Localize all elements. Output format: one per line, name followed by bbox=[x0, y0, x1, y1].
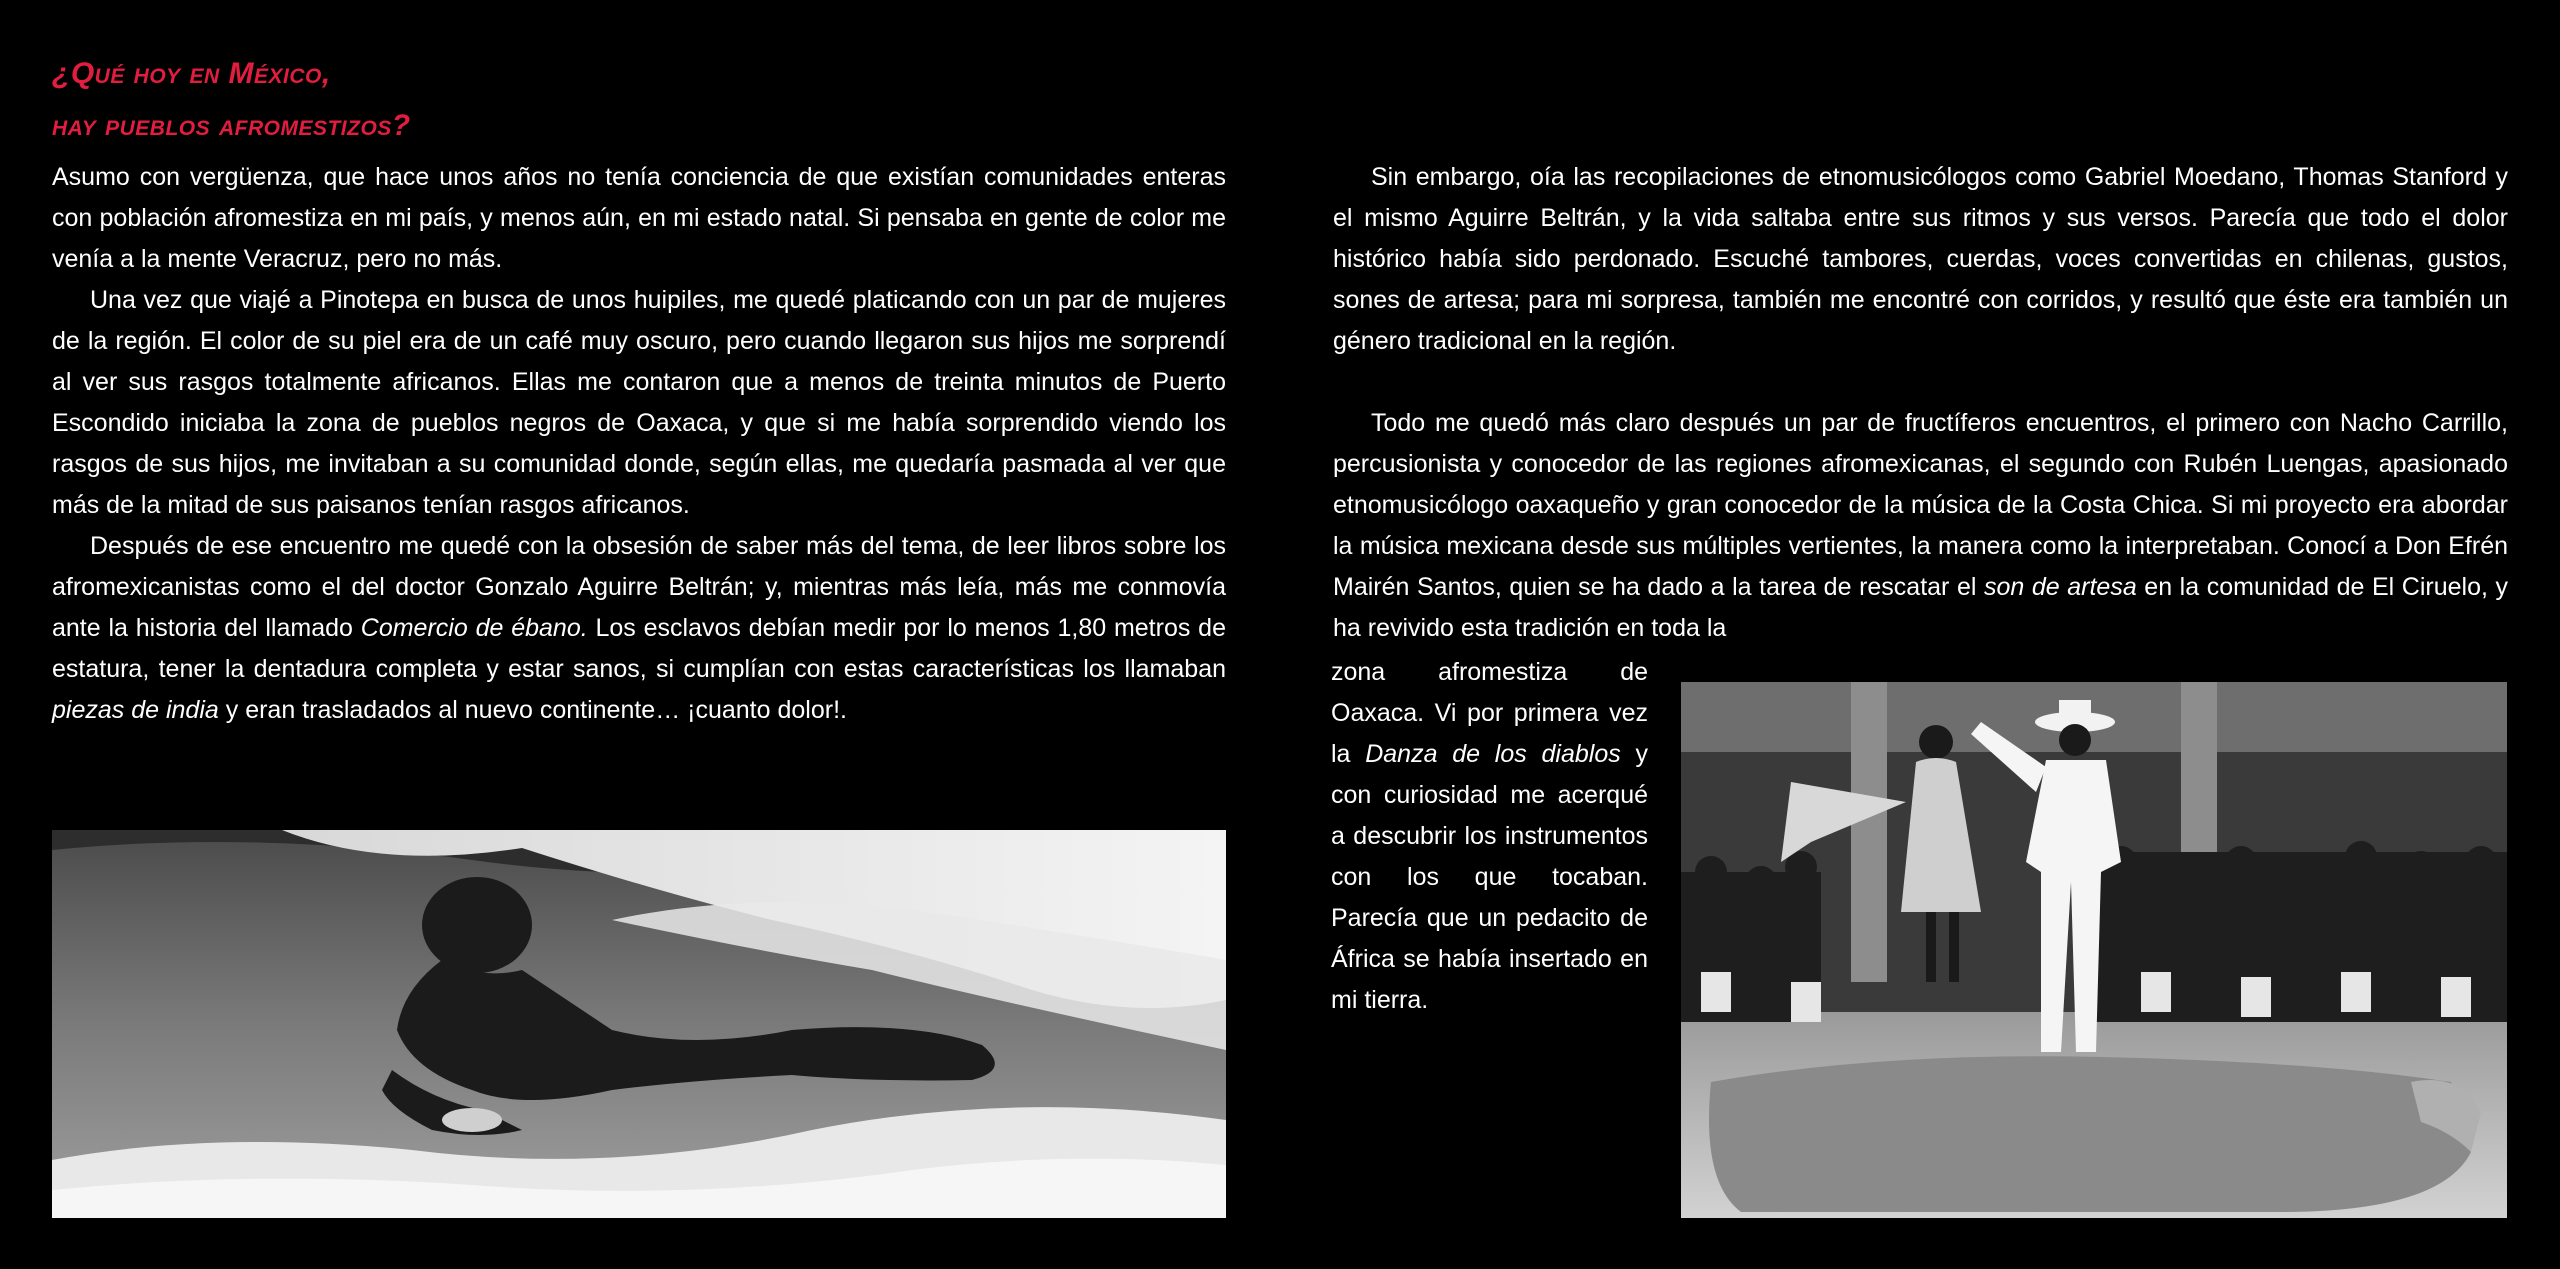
beach-photo bbox=[52, 830, 1226, 1218]
left-p3-emphasis-ebano: Comercio de ébano. bbox=[360, 614, 588, 642]
left-p3-text-c: y eran trasladados al nuevo continente… ¡cuanto dolor!. bbox=[218, 696, 847, 724]
right-paragraph-2 bbox=[1333, 403, 2508, 649]
left-p3-emphasis-piezas: piezas de india bbox=[52, 696, 219, 724]
wrap-emphasis-danza: Danza de los diablos bbox=[1365, 740, 1621, 768]
right-paragraph-1: Sin embargo, oía las recopilaciones de etnomusicólogos como Gabriel Moedano, Thomas Stanford y el mismo Aguirre Beltrán, y la vida saltaba entre sus ritmos y sus versos. Parecía que todo el dolor histórico había sido perdonado. Escuché tambores, cuerdas, voces convertidas en chilenas, gustos, sones de artesa; para mi sorpresa, también me encontré con corridos, y resultó que éste era también un género tradicional en la región. bbox=[1333, 163, 2508, 355]
title-line-2: hay pueblos afromestizos? bbox=[52, 109, 411, 142]
right-p2-text-a: Todo me quedó más claro después un par de fructíferos encuentros, el primero con Nacho Carrillo, percusionista y conocedor de las regiones afromexicanas, el segundo con Rubén Luengas, apasionado etnomusicólogo oaxaqueño y gran conocedor de la música de la Costa Chica. Si mi proyecto era abordar la música mexicana desde sus múltiples vertientes, la manera como la interpretaban. Conocí a Don Efrén Mairén Santos, quien se ha dado a la tarea de rescatar el bbox=[1333, 409, 2508, 601]
left-column bbox=[52, 157, 1226, 731]
left-paragraph-3 bbox=[52, 526, 1226, 731]
left-paragraph-1: Asumo con vergüenza, que hace unos años no tenía conciencia de que existían comunidades enteras con población afromestiza en mi país, y menos aún, en mi estado natal. Si pensaba en gente de color me venía a la mente Veracruz, pero no más. bbox=[52, 163, 1226, 273]
wrap-text-a: zona afromestiza de Oaxaca. Vi por primera vez la bbox=[1331, 658, 1648, 768]
dance-photo bbox=[1681, 682, 2507, 1218]
page-title bbox=[52, 48, 1212, 152]
right-p2-emphasis-artesa: son de artesa bbox=[1983, 573, 2137, 601]
left-paragraph-2: Una vez que viajé a Pinotepa en busca de unos huipiles, me quedé platicando con un par de mujeres de la región. El color de su piel era de un café muy oscuro, pero cuando llegaron sus hijos me sorprendí al ver sus rasgos totalmente africanos. Ellas me contaron que a menos de treinta minutos de Puerto Escondido iniciaba la zona de pueblos negros de Oaxaca, y que si me había sorprendido viendo los rasgos de sus hijos, me invitaban a su comunidad donde, según ellas, me quedaría pasmada al ver que más de la mitad de sus paisanos tenían rasgos africanos. bbox=[52, 286, 1226, 519]
right-wrap-paragraph bbox=[1331, 652, 1648, 1021]
left-p3-text-a: Después de ese encuentro me quedé con la obsesión de saber más del tema, de leer libros sobre los afromexicanistas como el del doctor Gonzalo Aguirre Beltrán; y, mientras más leía, más me conmovía ante la historia del llamado bbox=[52, 532, 1226, 642]
wrap-text-b: y con curiosidad me acerqué a descubrir los instrumentos con los que tocaban. Parecía que un pedacito de África se había insertado en mi tierra. bbox=[1331, 740, 1649, 1014]
right-p2-text-b: en la comunidad de El Ciruelo, y ha revivido esta tradición en toda la bbox=[1333, 573, 2508, 642]
right-wrap-text bbox=[1331, 652, 1648, 1021]
right-column bbox=[1333, 157, 2508, 649]
title-line-1: ¿Qué hoy en México, bbox=[52, 57, 331, 90]
left-p3-text-b: Los esclavos debían medir por lo menos 1,80 metros de estatura, tener la dentadura completa y estar sanos, si cumplían con estas características los llamaban bbox=[52, 614, 1226, 683]
